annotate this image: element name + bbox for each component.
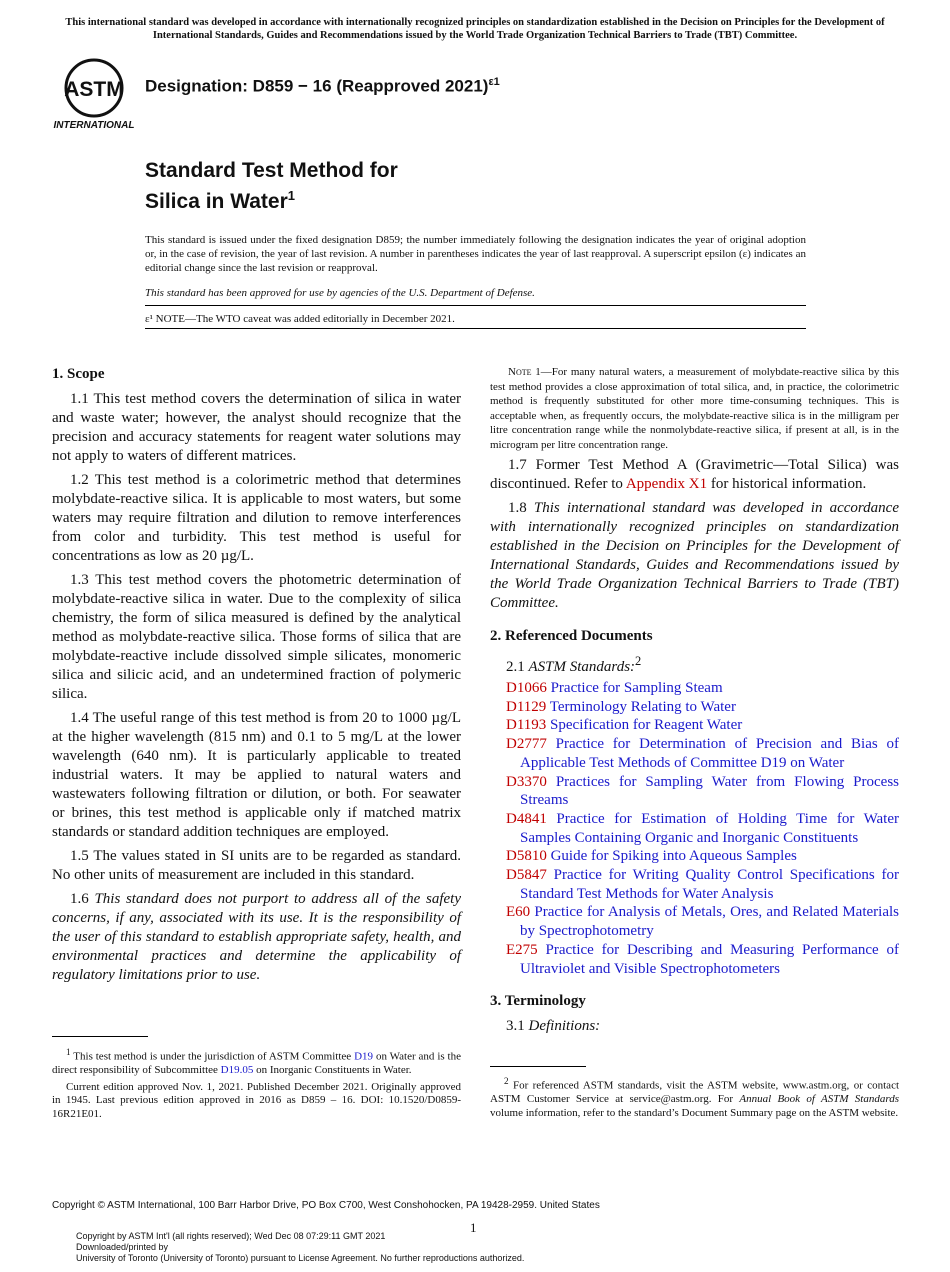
ref-code[interactable]: D2777: [506, 736, 547, 753]
scope-1-5: 1.5 The values stated in SI units are to be regarded as standard. No other units of measurement are included in this standard.: [52, 848, 461, 883]
right-column: [490, 365, 899, 1038]
ref-title[interactable]: Practice for Determination of Precision and Bias of Applicable Test Methods of Committee D19 on Water: [520, 736, 899, 771]
ref-item: [490, 941, 899, 978]
ref-title[interactable]: Terminology Relating to Water: [549, 698, 736, 715]
term-sub-label: Definitions:: [528, 1018, 601, 1035]
footnote2-it: Annual Book of ASTM Standards: [739, 1093, 900, 1106]
scope-1-1: 1.1 This test method covers the determination of silica in water and waste water; however, the analyst should recognize that the precision and accuracy statements for reagent water solutions may not apply to waters of different matrices.: [52, 391, 461, 464]
astm-standards-label: [490, 652, 899, 677]
scope-1-8-text: This international standard was developed in accordance with internationally recognized principles on standardization established in the Decision on Principles for the Development of International Standards, Guides and Recommendations issued by the World Trade Organization Technical Barriers to Trade (TBT) Committee.: [490, 500, 900, 611]
ref-title[interactable]: Practice for Analysis of Metals, Ores, and Related Materials by Spectrophotometry: [520, 904, 899, 940]
ref-code[interactable]: D5847: [506, 867, 547, 884]
designation-text: Designation: D859 − 16 (Reapproved 2021): [145, 76, 489, 96]
ref-item: [490, 773, 899, 810]
footnote-rule-right: [490, 1066, 586, 1067]
scope-1-6: [52, 890, 461, 985]
ref-item: [490, 735, 899, 772]
dod-note: This standard has been approved for use by agencies of the U.S. Department of Defense.: [145, 287, 535, 299]
ref-item: [490, 698, 899, 717]
issue-note: This standard is issued under the fixed designation D859; the number immediately following the designation indicates the year of original adoption or, in the case of revision, the year of last revision. A number in parentheses indicates the year of last reapproval. A superscript epsilon (ε) indicates an editorial change since the last revision or reapproval.: [145, 234, 806, 274]
scope-1-6-num: 1.6: [70, 891, 89, 907]
referenced-heading: 2. Referenced Documents: [490, 628, 653, 644]
divider-top: [145, 305, 806, 306]
footnote1-a: This test method is under the jurisdiction of ASTM Committee: [73, 1050, 352, 1063]
license-line1: Copyright by ASTM Int'l (all rights reserved); Wed Dec 08 07:29:11 GMT 2021: [76, 1231, 386, 1241]
ref-sub-label: ASTM Standards:: [528, 659, 636, 675]
ref-title[interactable]: Practice for Describing and Measuring Performance of Ultraviolet and Visible Spectrophotometers: [520, 941, 899, 977]
scope-1-7-b: for historical information.: [710, 476, 867, 492]
ref-code[interactable]: E60: [506, 904, 531, 921]
license-line2: Downloaded/printed by: [76, 1242, 169, 1252]
ref-code[interactable]: E275: [506, 941, 538, 958]
ref-item: [490, 716, 899, 735]
scope-heading: 1. Scope: [52, 366, 105, 382]
astm-logo: [52, 56, 136, 132]
ref-sub-num: 2.1: [506, 659, 525, 675]
footnote1-sup: 1: [66, 1047, 71, 1057]
ref-code[interactable]: D3370: [506, 773, 547, 790]
title-line1: Standard Test Method for: [145, 159, 398, 182]
ref-code[interactable]: D1066: [506, 680, 547, 696]
ref-title[interactable]: Practice for Sampling Steam: [550, 680, 723, 696]
footnote-2: [490, 1075, 899, 1123]
scope-1-7-a: 1.7 Former Test Method A (Gravimetric—Total Silica) was discontinued. Refer to: [490, 457, 899, 492]
license-line3: University of Toronto (University of Toronto) pursuant to License Agreement. No further reproductions authorized.: [76, 1253, 525, 1263]
terminology-heading: 3. Terminology: [490, 993, 586, 1010]
page-number: 1: [470, 1220, 477, 1235]
link-d19-05[interactable]: D19.05: [220, 1064, 254, 1077]
note1-label: Note 1: [508, 366, 541, 378]
scope-1-2: 1.2 This test method is a colorimetric method that determines molybdate-reactive silica. It is applicable to most waters, but some waters may require filtration and dilution to remove interferences from color and turbidity. This test method is useful for concentrations as low as 20 µg/L.: [52, 472, 461, 564]
scope-1-8: [490, 499, 899, 613]
ref-code[interactable]: D4841: [506, 810, 547, 827]
scope-1-4: 1.4 The useful range of this test method is from 20 to 1000 µg/L at the higher wavelength (815 nm) and 0.1 to 5 mg/L at the lower wavelength (640 nm). It is particularly applicable to treated industrial waters. It may be applied to natural waters and wastewaters following filtration or dilution, or both. For seawater or brines, this test method is applicable only if matched matrix standards or standard addition techniques are employed.: [52, 710, 461, 840]
ref-code[interactable]: D5810: [506, 848, 547, 865]
scope-1-6-text: This standard does not purport to address all of the safety concerns, if any, associated with its use. It is the responsibility of the user of this standard to establish appropriate safety, health, and environmental practices and determine the applicability of regulatory limitations prior to use.: [52, 891, 462, 983]
footnote2-sup: 2: [504, 1076, 509, 1086]
title-line2: Silica in Water: [145, 190, 288, 213]
link-d19[interactable]: D19: [354, 1050, 374, 1063]
divider-bottom: [145, 328, 806, 329]
footnote-rule-left: [52, 1036, 148, 1037]
link-appendix-x1[interactable]: Appendix X1: [625, 476, 708, 492]
footnote1-edition: Current edition approved Nov. 1, 2021. Published December 2021. Originally approved in 1945. Last previous edition approved in 2016 as D859 – 16. DOI: 10.1520/D0859-16R21E01.: [52, 1080, 461, 1120]
term-sub-num: 3.1: [506, 1018, 525, 1035]
license-stamp: [76, 1231, 524, 1264]
ref-item: [490, 903, 899, 940]
ref-item: [490, 847, 899, 866]
editorial-note: ε¹ NOTE—The WTO caveat was added editorially in December 2021.: [145, 313, 455, 325]
note1-text: —For many natural waters, a measurement of molybdate-reactive silica by this test method provides a close approximation of total silica, and, in practice, the colorimetric method is frequently substituted for other more time-consuming techniques. This is acceptable when, as frequently occurs, the molybdate-reactive silica is in the milligram per litre concentration range while the nonmolybdate-reactive silica, if present at all, is in the microgram per litre concentration range.: [490, 366, 899, 451]
ref-title[interactable]: Practice for Estimation of Holding Time for Water Samples Containing Organic and Inorganic Constituents: [520, 810, 900, 846]
footnote1-b: on Water and is the direct responsibility of Subcommittee: [52, 1050, 461, 1077]
ref-title[interactable]: Specification for Reagent Water: [550, 717, 743, 734]
header-note: This international standard was developed in accordance with internationally recognized principles on standardization established in the Decision on Principles for the Development of International Standards, Guides and Recommendations issued by the World Trade Organization Technical Barriers to Trade (TBT) Committee.: [65, 17, 885, 41]
copyright: Copyright © ASTM International, 100 Barr Harbor Drive, PO Box C700, West Conshohocken, PA 19428-2959. United States: [52, 1200, 600, 1211]
ref-item: [490, 679, 899, 698]
ref-item: [490, 866, 899, 903]
footnote-1: [52, 1046, 461, 1124]
logo-letters: ASTM: [64, 78, 124, 101]
footnote2-a: For referenced ASTM standards, visit the ASTM website, www.astm.org, or contact ASTM Customer Service at service@astm.org. For: [490, 1079, 900, 1106]
scope-1-7: [490, 456, 899, 494]
ref-title[interactable]: Practice for Writing Quality Control Specifications for Standard Test Methods for Water Analysis: [520, 867, 900, 902]
designation-sup: ε1: [488, 76, 500, 88]
footnote1-c: on Inorganic Constituents in Water.: [256, 1064, 412, 1077]
definitions-label: [490, 1017, 899, 1036]
ref-item: [490, 810, 899, 847]
ref-code[interactable]: D1193: [506, 717, 547, 734]
designation: [145, 76, 500, 97]
ref-title[interactable]: Practices for Sampling Water from Flowing Process Streams: [520, 773, 899, 809]
ref-code[interactable]: D1129: [506, 698, 547, 715]
footnote2-b: volume information, refer to the standard’s Document Summary page on the ASTM website.: [490, 1106, 899, 1119]
title-sup: 1: [287, 188, 295, 203]
logo-org: INTERNATIONAL: [53, 120, 135, 131]
scope-1-8-num: 1.8: [508, 500, 527, 516]
page-title: [145, 158, 398, 214]
note-1: [490, 365, 899, 452]
ref-sub-sup: 2: [635, 654, 642, 668]
left-column: [52, 365, 461, 990]
ref-title[interactable]: Guide for Spiking into Aqueous Samples: [550, 848, 797, 865]
referenced-list: [490, 679, 899, 978]
scope-1-3: 1.3 This test method covers the photometric determination of molybdate-reactive silica in water. Due to the complexity of silica chemistry, the form of silica measured is defined by the analytical method as molybdate-reactive silica. Those forms of silica that are molybdate-reactive include dissolved simple silicates, monomeric silica and silicic acid, and an undetermined fraction of polymeric silica.: [52, 572, 461, 702]
